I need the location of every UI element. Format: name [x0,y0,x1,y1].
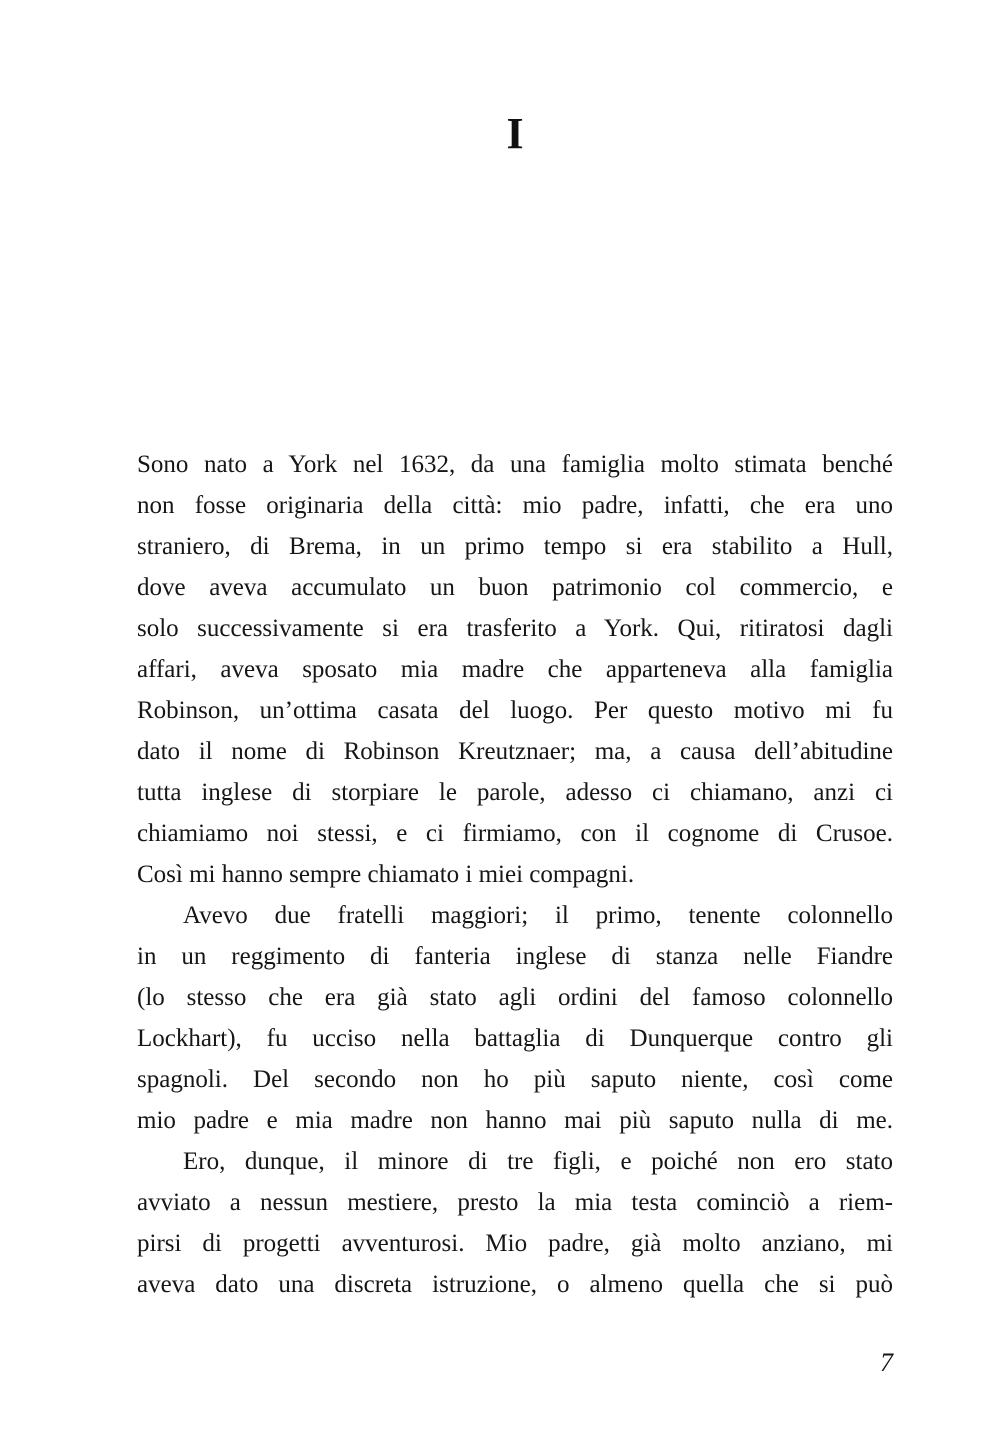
body-line: solo successivamente si era trasferito a York. Qui, ritiratosi dagli [137,615,893,642]
body-line: Sono nato a York nel 1632, da una famiglia molto stimata benché [137,451,893,478]
body-line: pirsi di progetti avventurosi. Mio padre, già molto anziano, mi [137,1230,893,1257]
body-line: in un reggimento di fanteria inglese di stanza nelle Fiandre [137,943,893,970]
body-line: Avevo due fratelli maggiori; il primo, tenente colonnello [183,902,893,929]
body-line: dove aveva accumulato un buon patrimonio col commercio, e [137,574,893,601]
body-line: avviato a nessun mestiere, presto la mia testa cominciò a riem- [137,1189,893,1216]
body-line: Ero, dunque, il minore di tre figli, e poiché non ero stato [183,1148,893,1175]
body-line: dato il nome di Robinson Kreutznaer; ma, a causa dell’abitudine [137,738,893,765]
body-line: aveva dato una discreta istruzione, o almeno quella che si può [137,1271,893,1298]
paragraph [137,1141,893,1305]
body-line: Lockhart), fu ucciso nella battaglia di Dunquerque contro gli [137,1025,893,1052]
body-line: non fosse originaria della città: mio padre, infatti, che era uno [137,492,893,519]
body-line: mio padre e mia madre non hanno mai più saputo nulla di me. [137,1107,893,1134]
body-line: Robinson, un’ottima casata del luogo. Per questo motivo mi fu [137,697,893,724]
body-line: chiamiamo noi stessi, e ci firmiamo, con il cognome di Crusoe. [137,820,893,847]
body-line: straniero, di Brema, in un primo tempo si era stabilito a Hull, [137,533,893,560]
body-text [137,444,893,1305]
body-line: (lo stesso che era già stato agli ordini del famoso colonnello [137,984,893,1011]
body-line: Così mi hanno sempre chiamato i miei compagni. [137,861,635,888]
body-line: spagnoli. Del secondo non ho più saputo niente, così come [137,1066,893,1093]
body-line: affari, aveva sposato mia madre che apparteneva alla famiglia [137,656,893,683]
page-number: 7 [880,1348,893,1377]
paragraph [137,444,893,895]
chapter-number-heading: I [506,109,524,158]
paragraph [137,895,893,1141]
body-line: tutta inglese di storpiare le parole, adesso ci chiamano, anzi ci [137,779,893,806]
